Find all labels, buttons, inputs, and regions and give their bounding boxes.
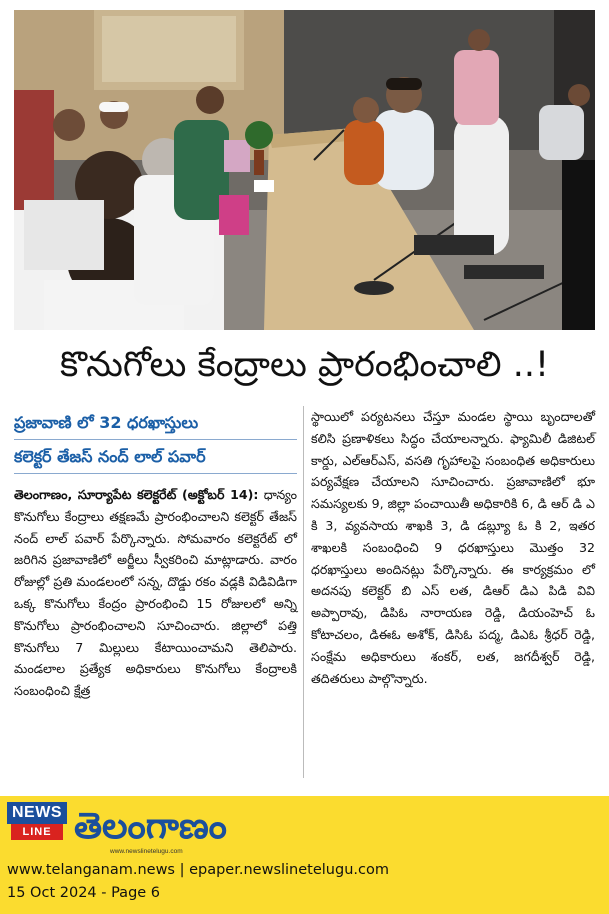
telanganam-logo[interactable] bbox=[74, 800, 274, 846]
article-headline: కొనుగోలు కేంద్రాలు ప్రారంభించాలి ..! bbox=[60, 345, 549, 385]
telanganam-logo-text: తెలంగాణం bbox=[74, 806, 227, 846]
article-column-left bbox=[14, 406, 297, 702]
article-subhead-2: కలెక్టర్ తేజస్ నంద్ లాల్ పవార్ bbox=[14, 440, 297, 474]
footer-date-page: 15 Oct 2024 - Page 6 bbox=[7, 885, 161, 901]
footer-urls[interactable]: www.telanganam.news | epaper.newslinetelugu.com bbox=[7, 862, 389, 878]
article-subhead-1: ప్రజావాణి లో 32 ధరఖాస్తులు bbox=[14, 406, 297, 440]
column-divider bbox=[303, 406, 304, 778]
article-body-right: స్థాయిలో పర్యటనలు చేస్తూ మండల స్థాయి బృందాలతో కలిసి ప్రణాళికలు సిద్ధం చేయాలన్నారు. ఫ్యామిలీ డిజిటల్ కార్డు, ఎల్ఆర్ఎస్, వసతి గృహాలపై సంబంధిత అధికారులు పర్యవేక్షణ చేయాలని సూచించారు. ప్రజావాణిలో భూ సమస్యలకు 9, జిల్లా పంచాయితీ అధికారికి 6, డి ఆర్ డి ఎ కి 3, వ్యవసాయ శాఖకి 3, డి డబ్ల్యూ ఓ కి 2, ఇతర శాఖలకి సంబంధించి 9 ధరఖాస్తులు మొత్తం 32 ధరఖాస్తులు అందినట్లు పేర్కొన్నారు. ఈ కార్యక్రమం లో అదనపు కలెక్టర్ బి ఎస్ లత, డిఆర్ డిఎ పిడి వివి అప్పారావు, డిపిఓ నారాయణ రెడ్డి, డియంహెచ్ ఓ కోటాచలం, డిఈఓ అశోక్, డిసిఓ పద్మ, డిఎఓ శ్రీధర్ రెడ్డి, సంక్షేమ అధికారులు శంకర్, లత, జగదీశ్వర్ రెడ్డి, తదితరులు పాల్గొన్నారు. bbox=[311, 409, 595, 686]
meeting-photo bbox=[14, 10, 595, 330]
newsline-logo[interactable] bbox=[7, 802, 67, 846]
newsline-logo-news: NEWS bbox=[7, 802, 67, 824]
logo-website[interactable]: www.newslinetelugu.com bbox=[110, 848, 183, 855]
article-body-left-text: ధాన్యం కొనుగోలు కేంద్రాలు తక్షణమే ప్రారంభించాలని కలెక్టర్ తేజస్ నంద్ లాల్ పవార్ పేర్కొన్నారు. సోమవారం కలెక్టరేట్ లో జరిగిన ప్రజావాణిలో అర్జీలు స్వీకరించి మాట్లాడారు. వారం రోజుల్లో ప్రతి మండలంలో సన్న, దొడ్డు రకం వడ్లకి విడివిడిగా ఒక్క కొనుగోలు కేంద్రం ప్రారంభించి 15 రోజులలో అన్ని కొనుగోలు ప్రారంభించాలని సూచించారు. జిల్లాలో పత్తి కొనుగోలు 7 మిల్లులు కేటాయించామని తెలిపారు. మండలాల ప్రత్యేక అధికారులు కొనుగోలు కేంద్రాలకి సంబంధించి క్షేత్ర bbox=[14, 487, 297, 699]
article-column-right bbox=[311, 406, 595, 689]
article-body-left bbox=[14, 484, 297, 702]
epaper-footer bbox=[0, 796, 609, 914]
article-dateline: తెలంగాణం, సూర్యాపేట కలెక్టరేట్ (అక్టోబర్ 14): bbox=[14, 487, 259, 502]
newsline-logo-line: LINE bbox=[11, 824, 63, 840]
